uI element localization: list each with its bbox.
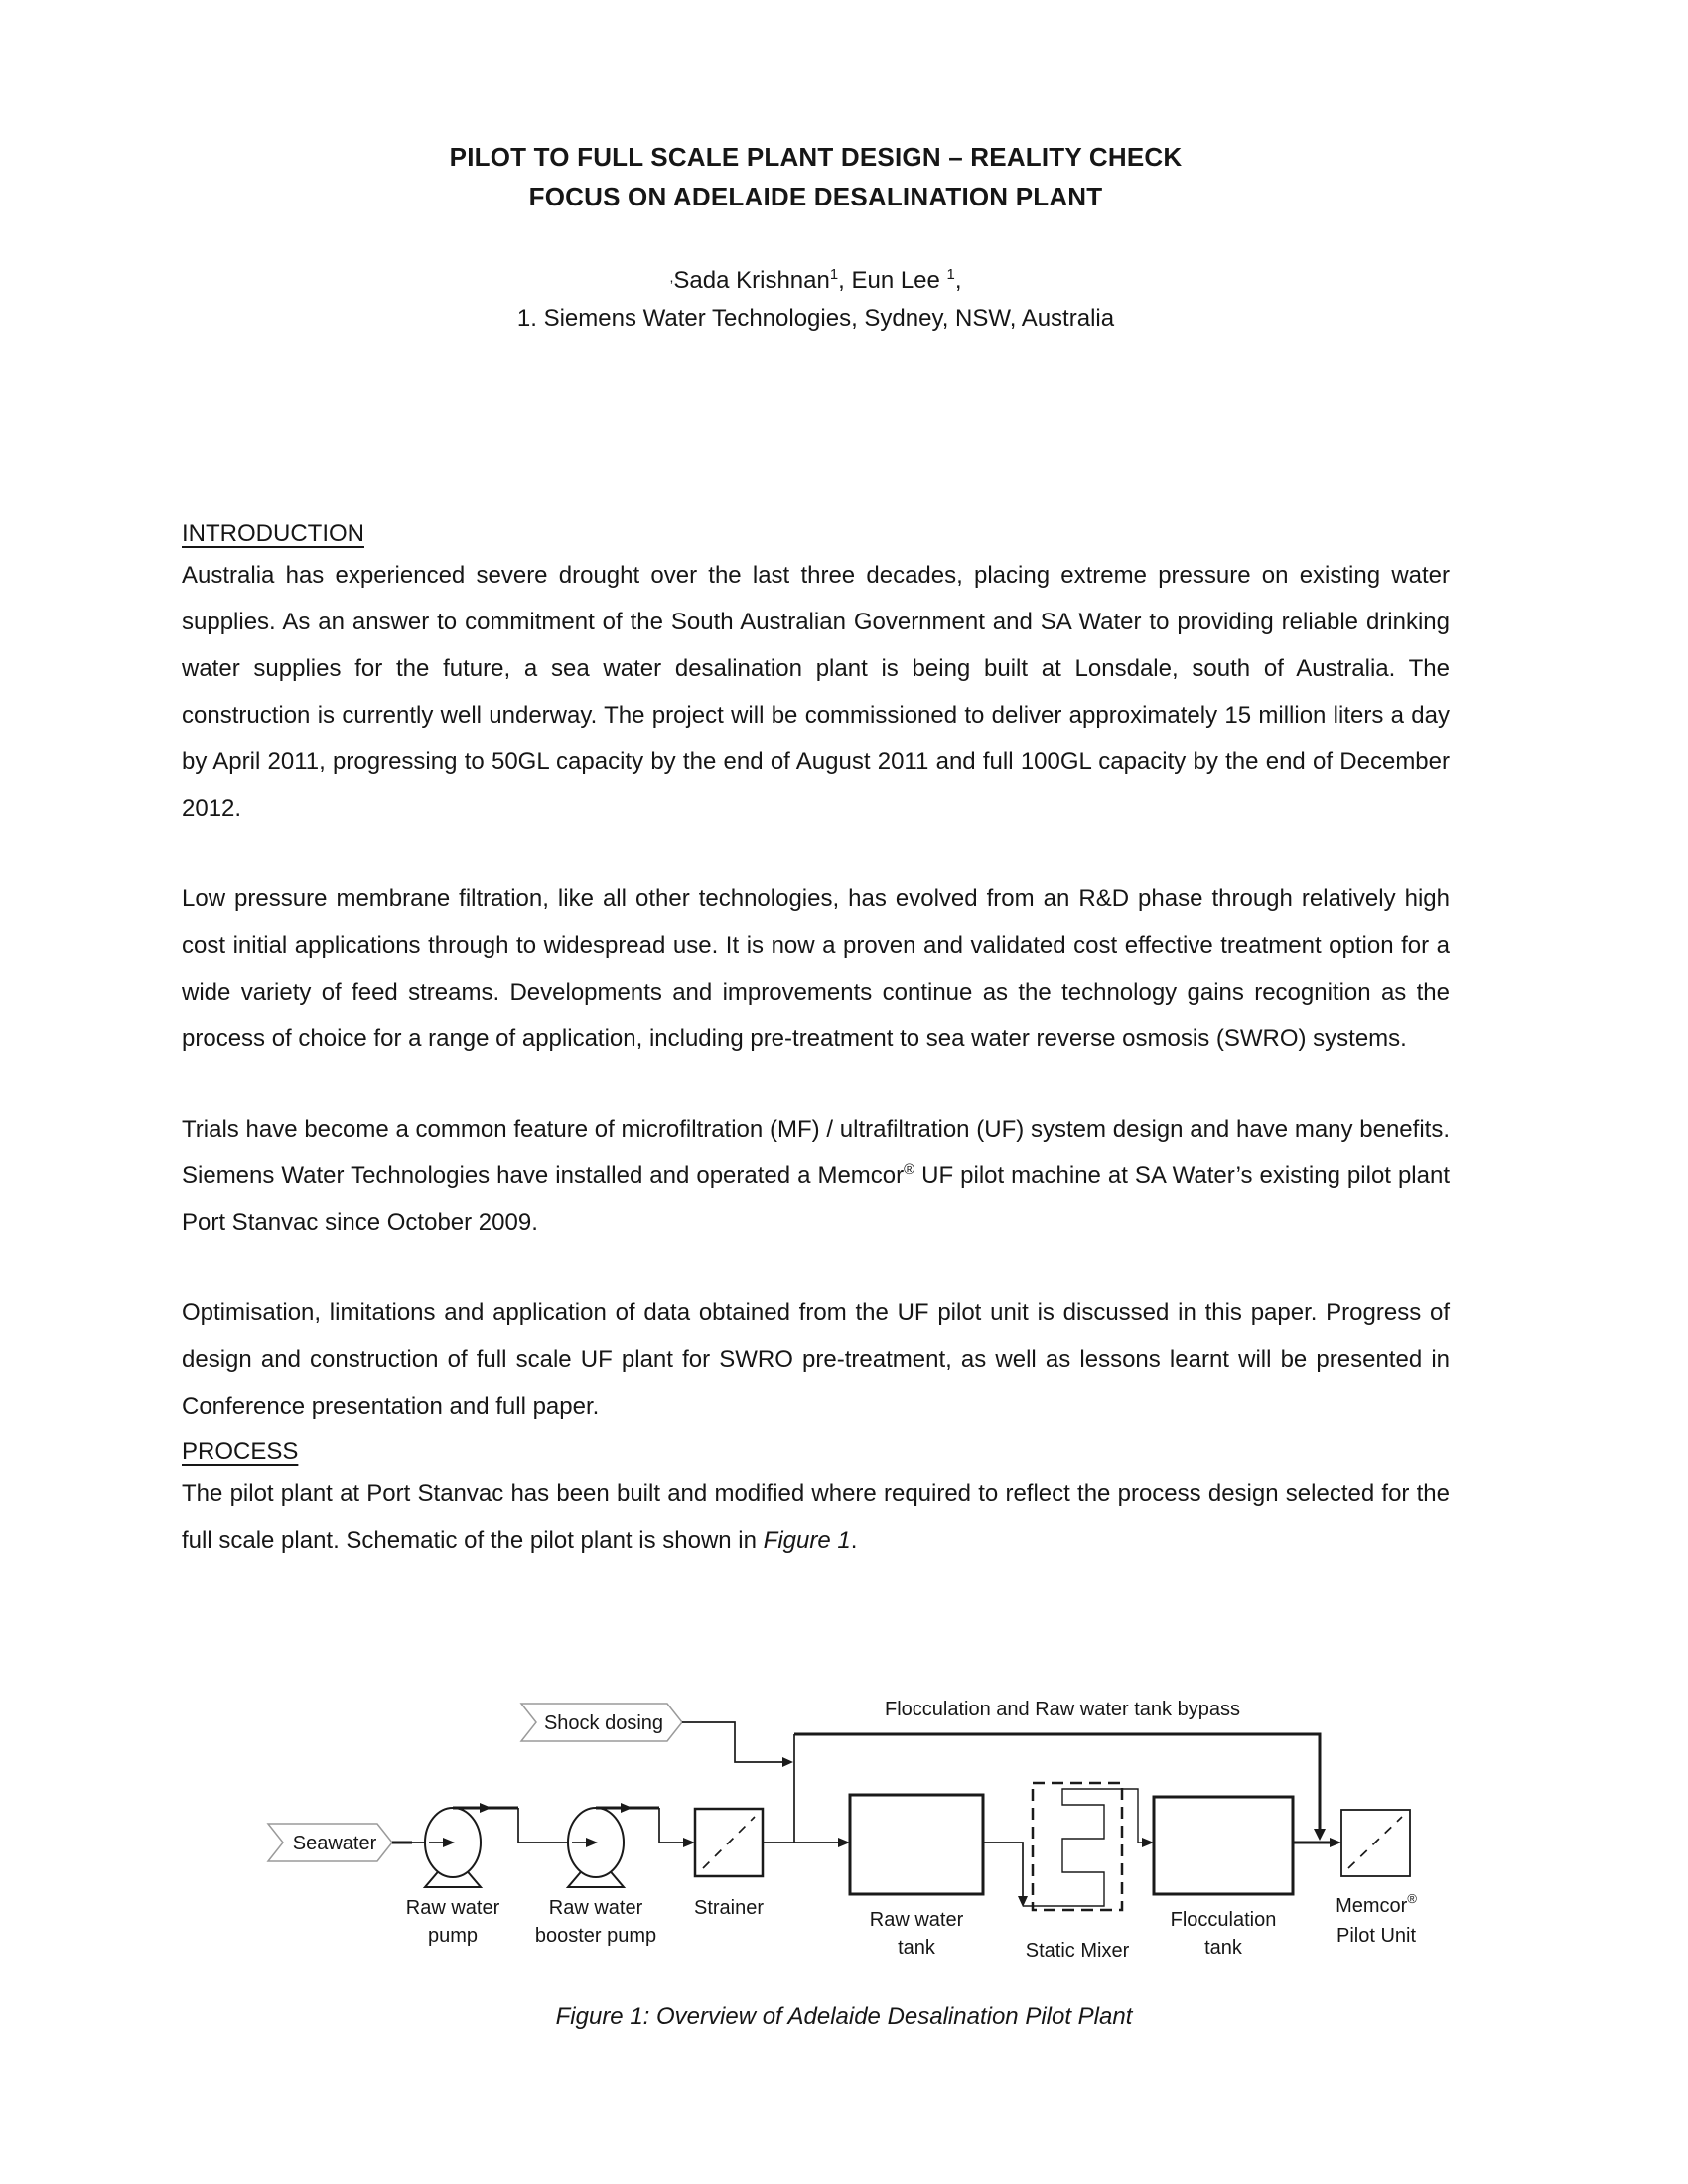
author-1: Sada Krishnan xyxy=(673,267,830,294)
memcor-label-line1 xyxy=(1336,1891,1417,1917)
bypass-label: Flocculation and Raw water tank bypass xyxy=(885,1699,1240,1720)
process-paragraph-1-a: The pilot plant at Port Stanvac has been built and modified where required to reflect the process design selected for the full scale plant. Schematic of the pilot plant is shown in xyxy=(182,1480,1450,1554)
body-column xyxy=(182,520,1450,1564)
process-paragraph-1 xyxy=(182,1470,1450,1564)
pump2-discharge-arrow xyxy=(621,1803,633,1813)
intro-paragraph-2: Low pressure membrane filtration, like all other technologies, has evolved from an R&D phase through relatively high cost initial applications through to widespread use. It is now a proven and validated cost effective treatment option for a wide variety of feed streams. Developments and improvements continue as the technology gains recognition as the process of choice for a range of application, including pre-treatment to sea water reverse osmosis (SWRO) systems. xyxy=(182,886,1450,1052)
intro-paragraph-3 xyxy=(182,1106,1450,1246)
booster-pump-label-line1: Raw water xyxy=(548,1897,643,1919)
seawater-callout xyxy=(268,1824,392,1861)
strainer-inlet-arrow xyxy=(683,1838,695,1847)
raw-water-pump-label-line1: Raw water xyxy=(405,1897,500,1919)
raw-water-tank-inlet-arrow xyxy=(838,1838,850,1847)
flocculation-tank-label-line2: tank xyxy=(1204,1937,1242,1959)
static-mixer-label: Static Mixer xyxy=(1025,1940,1130,1962)
bypass-down-arrow xyxy=(1314,1829,1326,1841)
section-heading-introduction: INTRODUCTION xyxy=(182,520,364,547)
strainer-symbol xyxy=(695,1809,763,1876)
raw-water-tank-label-line2: tank xyxy=(898,1937,935,1959)
process-paragraph-1-b: . xyxy=(850,1527,858,1554)
raw-water-pump-label-line2: pump xyxy=(427,1925,479,1947)
raw-water-booster-pump-symbol xyxy=(568,1808,624,1887)
strainer-label: Strainer xyxy=(693,1897,765,1919)
section-heading-process: PROCESS xyxy=(182,1438,299,1465)
booster-pump-label-line2: booster pump xyxy=(534,1925,657,1947)
memcor-inlet-arrow xyxy=(1330,1838,1341,1847)
shock-dosing-callout xyxy=(521,1704,793,1767)
flocculation-tank-inlet-arrow xyxy=(1142,1838,1154,1847)
figure-1-diagram xyxy=(238,1678,1450,1985)
intro-paragraph-3-a: Trials have become a common feature of microfiltration (MF) / ultrafiltration (UF) system design and have many benefits. Siemens Water Technologies have installed and operated a Memcor xyxy=(182,1116,1450,1189)
flocculation-tank-symbol xyxy=(1154,1797,1293,1894)
figure-1-reference: Figure 1 xyxy=(763,1527,851,1554)
static-mixer-symbol xyxy=(1023,1783,1142,1910)
shock-dosing-arrow xyxy=(782,1757,793,1767)
author-line xyxy=(182,258,1450,300)
intro-paragraph-3-b: UF pilot machine at SA Water’s existing pilot plant Port Stanvac since October 2009. xyxy=(182,1162,1451,1236)
raw-water-pump-symbol xyxy=(425,1808,481,1887)
author-1-sup: 1 xyxy=(829,267,839,283)
memcor-label-line2: Pilot Unit xyxy=(1336,1925,1417,1947)
intro-paragraph-1: Australia has experienced severe drought over the last three decades, placing extreme pressure on existing water supplies. As an answer to commitment of the South Australian Government and SA Water to providing reliable drinking water supplies for the future, a sea water desalination plant is being built at Lonsdale, south of Australia. The construction is currently well underway. The project will be commissioned to deliver approximately 15 million liters a day by April 2011, progressing to 50GL capacity by the end of August 2011 and full 100GL capacity by the end of December 2012. xyxy=(182,562,1450,822)
figure-1-caption: Figure 1: Overview of Adelaide Desalination Pilot Plant xyxy=(555,2003,1133,2030)
registered-trademark-sup: ® xyxy=(904,1162,915,1178)
flocculation-tank-label-line1: Flocculation xyxy=(1170,1909,1277,1931)
author-line-trailing: , xyxy=(954,267,962,294)
paper-title-line2: FOCUS ON ADELAIDE DESALINATION PLANT xyxy=(528,182,1103,211)
seawater-label: Seawater xyxy=(292,1833,377,1854)
process-flow-schematic xyxy=(238,1678,1450,1985)
raw-water-tank-symbol xyxy=(850,1795,983,1894)
shock-dosing-label: Shock dosing xyxy=(543,1712,664,1734)
intro-paragraph-4: Optimisation, limitations and application of data obtained from the UF pilot unit is discussed in this paper. Progress of design and construction of full scale UF plant for SWRO pre-treatment, as well as lessons learnt will be presented in Conference presentation and full paper. xyxy=(182,1299,1450,1420)
author-2-sup: 1 xyxy=(946,267,955,283)
pump1-discharge-arrow xyxy=(480,1803,492,1813)
memcor-label-text: Memcor xyxy=(1336,1895,1408,1917)
paper-title-line1: PILOT TO FULL SCALE PLANT DESIGN – REALITY CHECK xyxy=(449,142,1183,172)
affiliation-line: 1. Siemens Water Technologies, Sydney, NSW, Australia xyxy=(516,305,1115,332)
footnote-mark: , xyxy=(669,269,674,285)
author-separator: , Eun Lee xyxy=(838,267,947,294)
paper-title xyxy=(182,137,1450,216)
memcor-registered-sup: ® xyxy=(1407,1891,1417,1906)
byline xyxy=(182,258,1450,338)
raw-water-tank-label-line1: Raw water xyxy=(869,1909,964,1931)
memcor-pilot-unit-symbol xyxy=(1341,1810,1410,1876)
